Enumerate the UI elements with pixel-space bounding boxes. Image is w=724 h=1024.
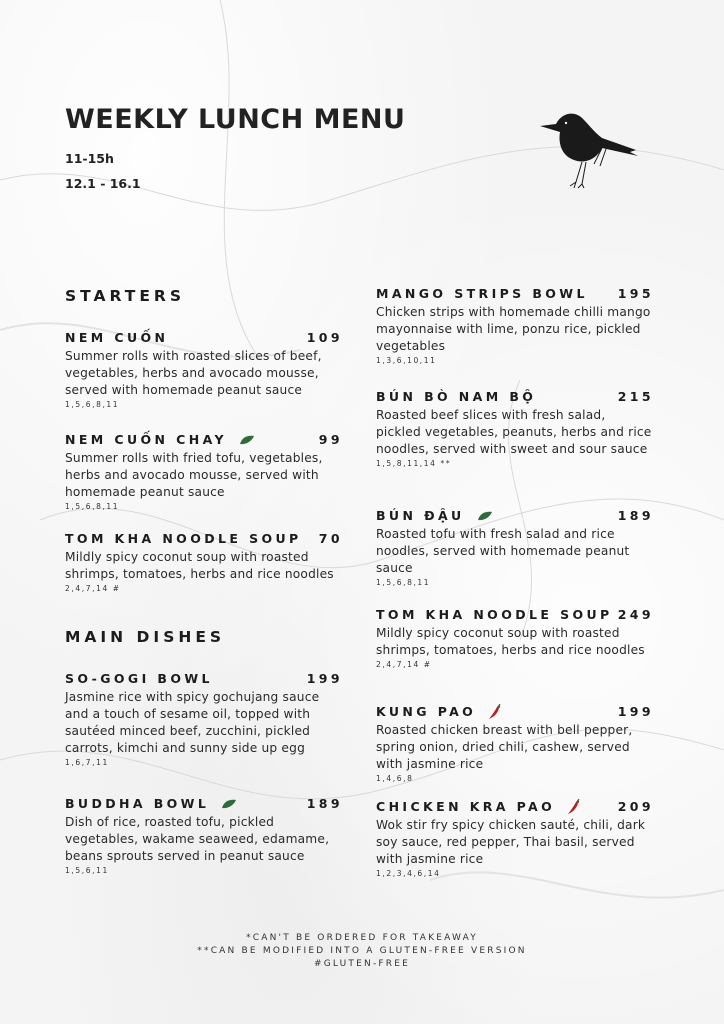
dish-price: 70 — [318, 531, 343, 546]
menu-item — [376, 508, 654, 587]
dish-allergens: 1,4,6,8 — [376, 774, 414, 783]
section-heading-main-dishes: MAIN DISHES — [65, 628, 226, 646]
dish-name: MANGO STRIPS BOWL — [376, 286, 588, 301]
dish-description: Dish of rice, roasted tofu, pickled vegetables, wakame seaweed, edamame, beans sprouts served in peanut sauce — [65, 815, 330, 863]
dish-name: BUDDHA BOWL — [65, 796, 210, 811]
dish-description: Chicken strips with homemade chilli mango mayonnaise with lime, ponzu rice, pickled vegetables — [376, 305, 651, 353]
dish-allergens: 1,5,6,8,11 — [65, 400, 120, 409]
dish-name: KUNG PAO — [376, 704, 477, 719]
chili-icon — [567, 799, 581, 815]
dish-description: Roasted tofu with fresh salad and rice noodles, served with homemade peanut sauce — [376, 527, 630, 575]
footer-note-takeaway: *CAN'T BE ORDERED FOR TAKEAWAY — [246, 933, 478, 943]
menu-item — [65, 671, 343, 767]
dish-allergens: 1,5,6,11 — [65, 866, 109, 875]
menu-item — [376, 799, 654, 878]
dish-name: CHICKEN KRA PAO — [376, 799, 556, 814]
dish-description: Roasted beef slices with fresh salad, pickled vegetables, peanuts, herbs and rice noodles, served with sweet and sour sauce — [376, 408, 652, 456]
dish-price: 189 — [617, 508, 654, 523]
dish-price: 109 — [306, 330, 343, 345]
menu-item — [376, 704, 654, 783]
lunch-hours: 11-15h — [65, 151, 114, 166]
dish-description: Summer rolls with fried tofu, vegetables, herbs and avocado mousse, served with homemade peanut sauce — [65, 451, 323, 499]
dish-name: TOM KHA NOODLE SOUP — [376, 607, 613, 622]
dish-allergens: 1,5,6,8,11 — [65, 502, 120, 511]
dish-description: Summer rolls with roasted slices of beef, vegetables, herbs and avocado mousse, served with homemade peanut sauce — [65, 349, 322, 397]
dish-price: 99 — [318, 432, 343, 447]
chili-icon — [488, 704, 502, 720]
dish-allergens: 2,4,7,14 # — [376, 660, 432, 669]
bird-logo-icon — [536, 104, 646, 194]
dish-description: Jasmine rice with spicy gochujang sauce and a touch of sesame oil, topped with sautéed minced beef, zucchini, pickled carrots, kimchi and sunny side up egg — [65, 690, 320, 755]
leaf-icon — [221, 799, 237, 809]
dish-allergens: 1,6,7,11 — [65, 758, 109, 767]
dish-name: NEM CUỐN CHAY — [65, 432, 227, 447]
dish-name: TOM KHA NOODLE SOUP — [65, 531, 302, 546]
dish-allergens: 1,3,6,10,11 — [376, 356, 437, 365]
menu-item — [65, 432, 343, 511]
dish-price: 195 — [617, 286, 654, 301]
dish-allergens: 1,5,8,11,14 ** — [376, 459, 452, 468]
leaf-icon — [239, 435, 255, 445]
dish-allergens: 1,5,6,8,11 — [376, 578, 431, 587]
dish-name: SO-GOGI BOWL — [65, 671, 213, 686]
menu-item — [376, 389, 654, 468]
menu-item — [65, 531, 343, 593]
dish-name: BÚN BÒ NAM BỘ — [376, 389, 537, 404]
dish-allergens: 1,2,3,4,6,14 — [376, 869, 441, 878]
dish-price: 249 — [617, 607, 654, 622]
menu-item — [65, 796, 343, 875]
dish-name: BÚN ĐẬU — [376, 508, 465, 523]
dish-price: 199 — [617, 704, 654, 719]
dish-description: Mildly spicy coconut soup with roasted shrimps, tomatoes, herbs and rice noodles — [65, 550, 334, 581]
dish-price: 189 — [306, 796, 343, 811]
dish-price: 199 — [306, 671, 343, 686]
dish-name: NEM CUỐN — [65, 330, 169, 345]
section-heading-starters: STARTERS — [65, 287, 186, 305]
footer-note-gluten-modifiable: **CAN BE MODIFIED INTO A GLUTEN-FREE VERSION — [197, 946, 527, 956]
dish-description: Mildly spicy coconut soup with roasted shrimps, tomatoes, herbs and rice noodles — [376, 626, 645, 657]
page-title: WEEKLY LUNCH MENU — [65, 104, 406, 135]
footer-note-gluten-free: #GLUTEN-FREE — [313, 959, 411, 969]
week-dates: 12.1 - 16.1 — [65, 176, 141, 191]
dish-description: Wok stir fry spicy chicken sauté, chili, dark soy sauce, red pepper, Thai basil, served with jasmine rice — [376, 818, 646, 866]
dish-price: 215 — [617, 389, 654, 404]
dish-price: 209 — [617, 799, 654, 814]
menu-item — [376, 286, 654, 365]
leaf-icon — [477, 511, 493, 521]
dish-allergens: 2,4,7,14 # — [65, 584, 121, 593]
dish-description: Roasted chicken breast with bell pepper, spring onion, dried chili, cashew, served with jasmine rice — [376, 723, 633, 771]
menu-item — [65, 330, 343, 409]
menu-item — [376, 607, 654, 669]
